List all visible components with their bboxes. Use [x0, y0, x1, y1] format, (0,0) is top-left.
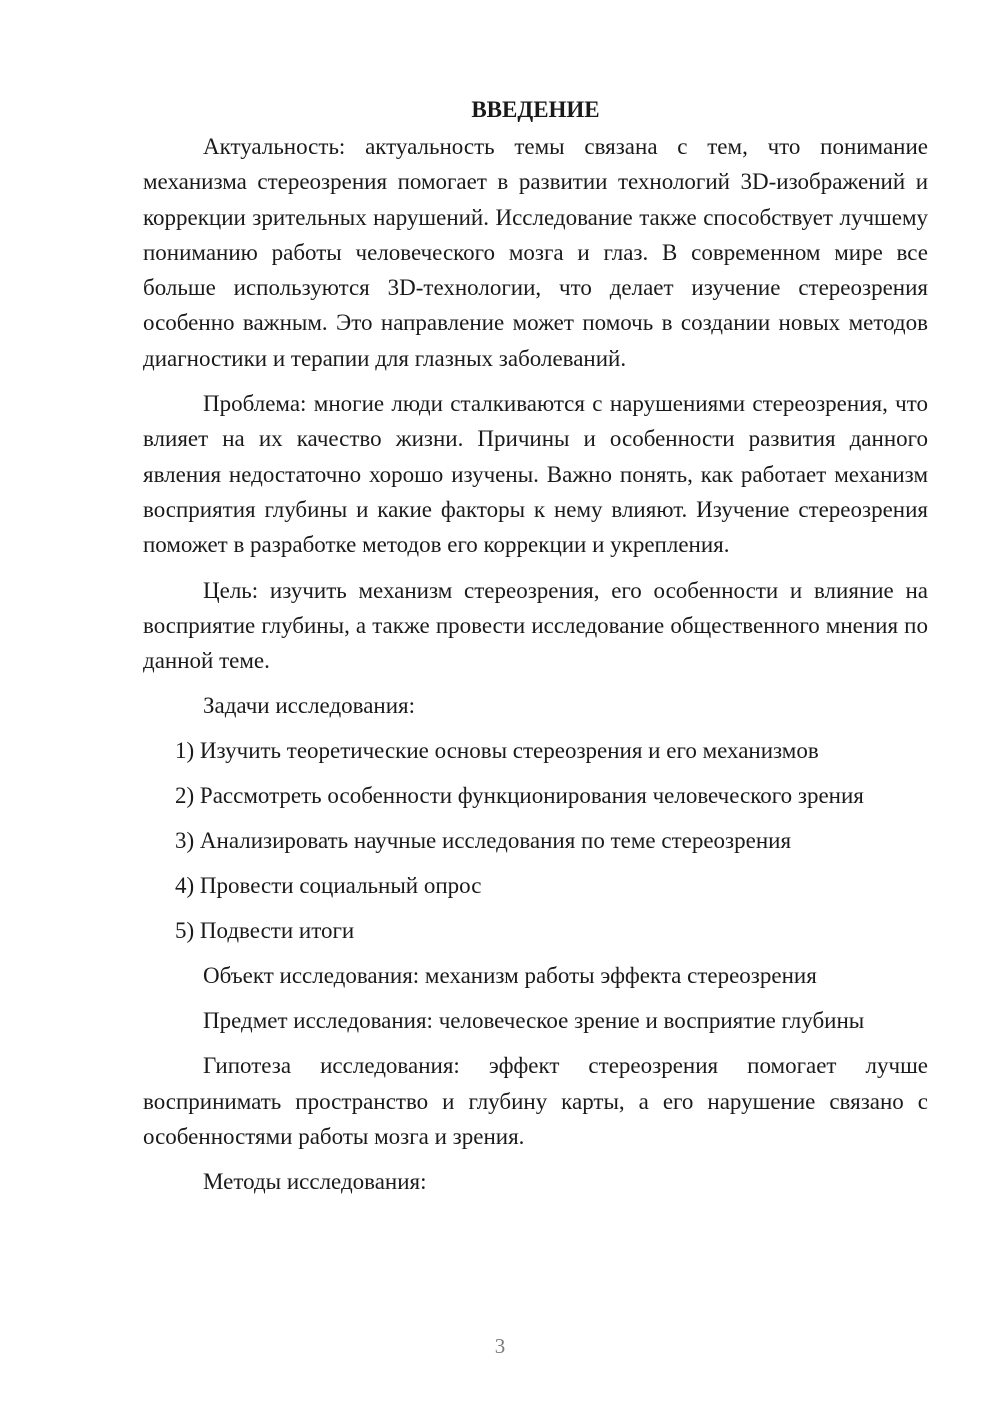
- research-object: Объект исследования: механизм работы эффекта стереозрения: [203, 963, 817, 989]
- page-title: ВВЕДЕНИЕ: [471, 97, 600, 122]
- page-number: 3: [494, 1334, 506, 1358]
- relevance-paragraph: Актуальность: актуальность темы связана с тем, что понимание механизма стереозрения помогает в развитии технологий 3D-изображений и коррекции зрительных нарушений. Исследование также способствует лучшему пониманию работы человеческого мозга и глаз. В современном мире все больше используются 3D-технологии, что делает изучение стереозрения особенно важным. Это направление может помочь в создании новых методов диагностики и терапии для глазных заболеваний.: [143, 134, 928, 371]
- hypothesis-paragraph: Гипотеза исследования: эффект стереозрения помогает лучше воспринимать пространство и глубину карты, а его нарушение связано с особенностями работы мозга и зрения.: [143, 1053, 928, 1150]
- research-subject: Предмет исследования: человеческое зрение и восприятие глубины: [203, 1008, 865, 1034]
- problem-paragraph: Проблема: многие люди сталкиваются с нарушениями стереозрения, что влияет на их качество жизни. Причины и особенности развития данного явления недостаточно хорошо изучены. Важно понять, как работает механизм восприятия глубины и какие факторы к нему влияют. Изучение стереозрения поможет в разработке методов его коррекции и укрепления.: [143, 391, 928, 558]
- methods-heading: Методы исследования:: [203, 1169, 427, 1195]
- task-item-3: 3) Анализировать научные исследования по теме стереозрения: [175, 828, 792, 854]
- goal-paragraph: Цель: изучить механизм стереозрения, его особенности и влияние на восприятие глубины, а также провести исследование общественного мнения по данной теме.: [143, 577, 928, 674]
- document-page: [143, 92, 928, 1209]
- task-item-4: 4) Провести социальный опрос: [175, 873, 482, 899]
- task-item-5: 5) Подвести итоги: [175, 918, 355, 944]
- task-item-2: 2) Рассмотреть особенности функционирования человеческого зрения: [175, 783, 864, 809]
- task-item-1: 1) Изучить теоретические основы стереозрения и его механизмов: [175, 738, 819, 764]
- tasks-heading: Задачи исследования:: [203, 693, 416, 719]
